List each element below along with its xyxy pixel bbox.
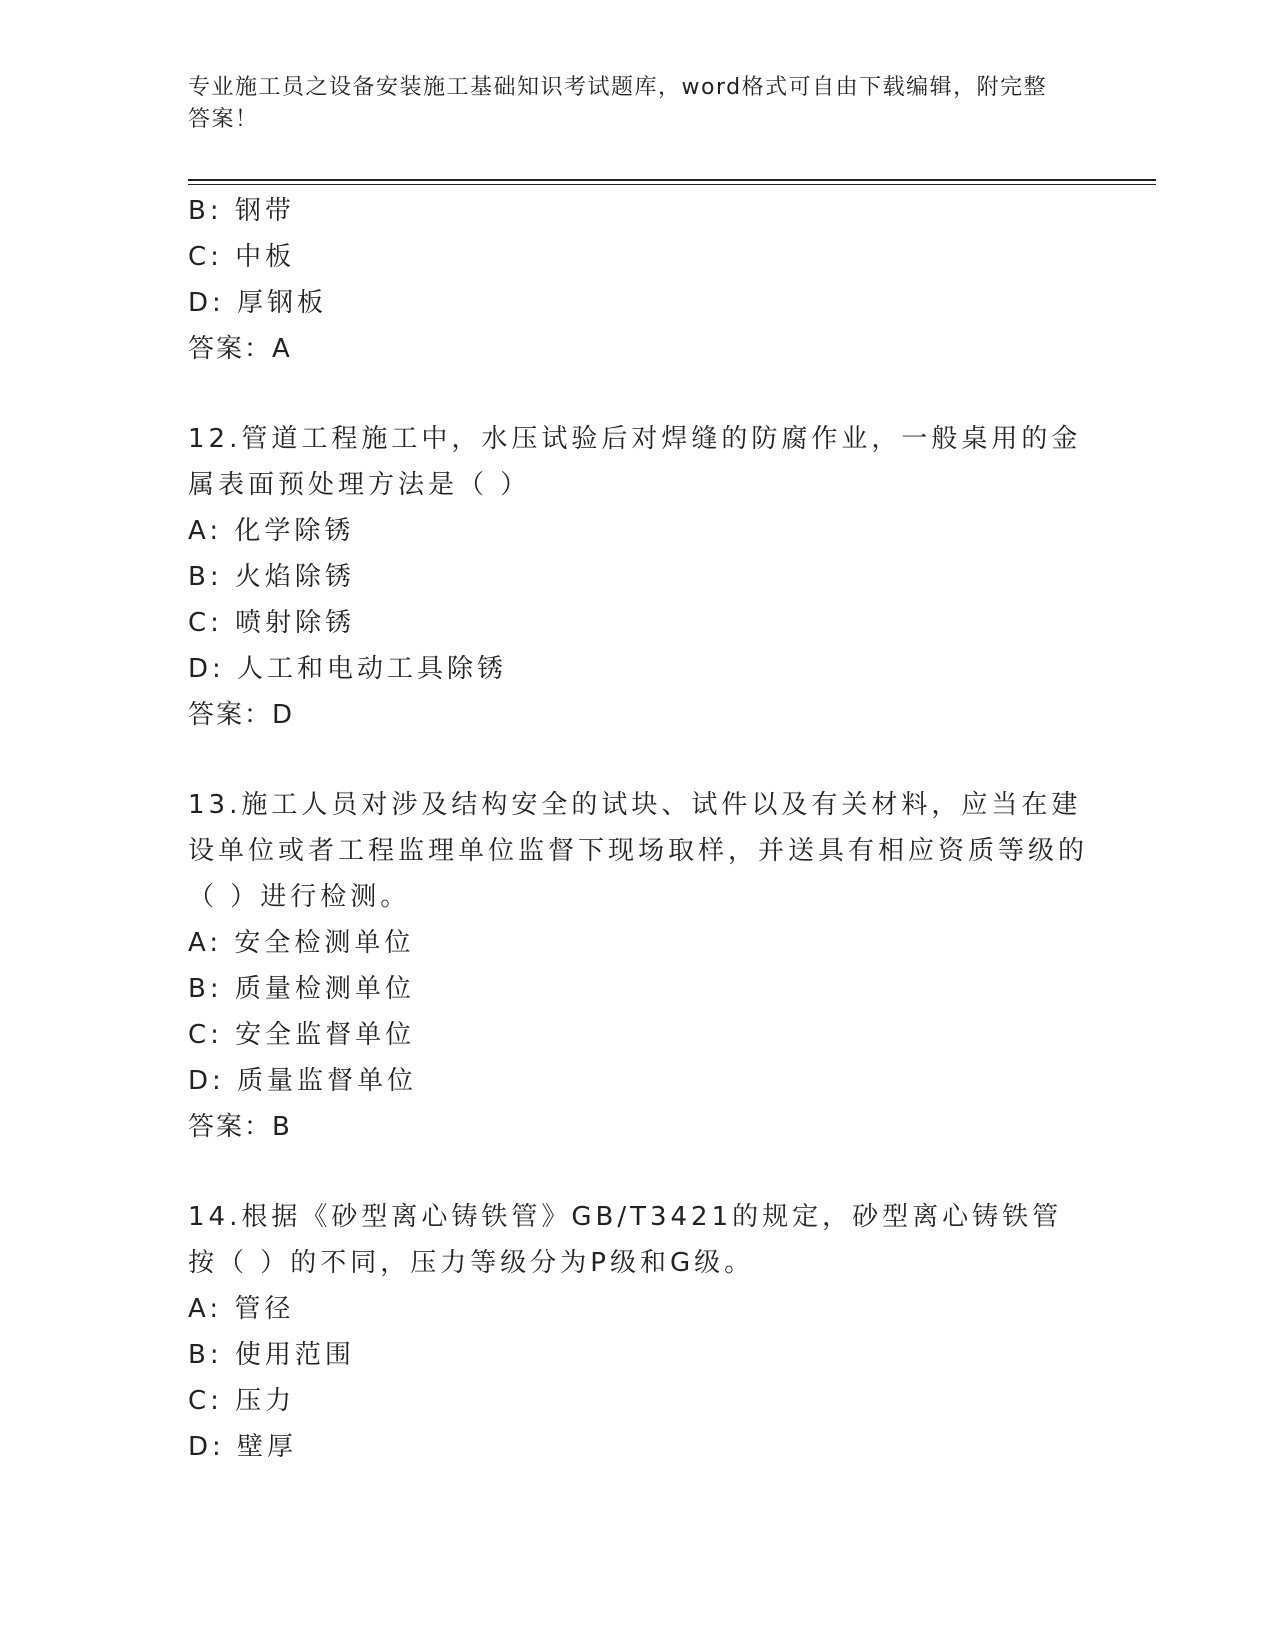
question-13 (188, 782, 1088, 1150)
question-text: 14.根据《砂型离心铸铁管》GB/T3421的规定，砂型离心铸铁管按（ ）的不同，压力等级分为P级和G级。 (188, 1202, 1063, 1278)
option: D: 厚钢板 (188, 288, 328, 318)
option: D: 人工和电动工具除锈 (188, 654, 508, 684)
option: D: 壁厚 (188, 1432, 298, 1462)
question-12 (188, 416, 1088, 738)
answer-line: 答案：D (188, 700, 295, 730)
option: B: 钢带 (188, 196, 295, 226)
question-14 (188, 1194, 1088, 1470)
answer-line: 答案：B (188, 1112, 292, 1142)
option: C: 安全监督单位 (188, 1020, 416, 1050)
question-text: 13.施工人员对涉及结构安全的试块、试件以及有关材料，应当在建设单位或者工程监理单位监督下现场取样，并送具有相应资质等级的（ ）进行检测。 (188, 790, 1089, 912)
prev-question-tail (188, 188, 1088, 372)
option: C: 中板 (188, 242, 296, 272)
option: D: 质量监督单位 (188, 1066, 418, 1096)
option: A: 管径 (188, 1294, 295, 1324)
header-rule-thin (188, 184, 1156, 185)
option: A: 化学除锈 (188, 516, 355, 546)
option: C: 压力 (188, 1386, 296, 1416)
option: C: 喷射除锈 (188, 608, 356, 638)
question-list (188, 188, 1088, 1470)
option: B: 使用范围 (188, 1340, 355, 1370)
option: A: 安全检测单位 (188, 928, 415, 958)
answer-line: 答案：A (188, 334, 292, 364)
question-text: 12.管道工程施工中，水压试验后对焊缝的防腐作业，一般桌用的金属表面预处理方法是（ ） (188, 424, 1082, 500)
header-rule (188, 179, 1156, 181)
option: B: 质量检测单位 (188, 974, 415, 1004)
option: B: 火焰除锈 (188, 562, 355, 592)
document-header: 专业施工员之设备安装施工基础知识考试题库，word格式可自由下载编辑，附完整答案！ (188, 75, 1048, 132)
